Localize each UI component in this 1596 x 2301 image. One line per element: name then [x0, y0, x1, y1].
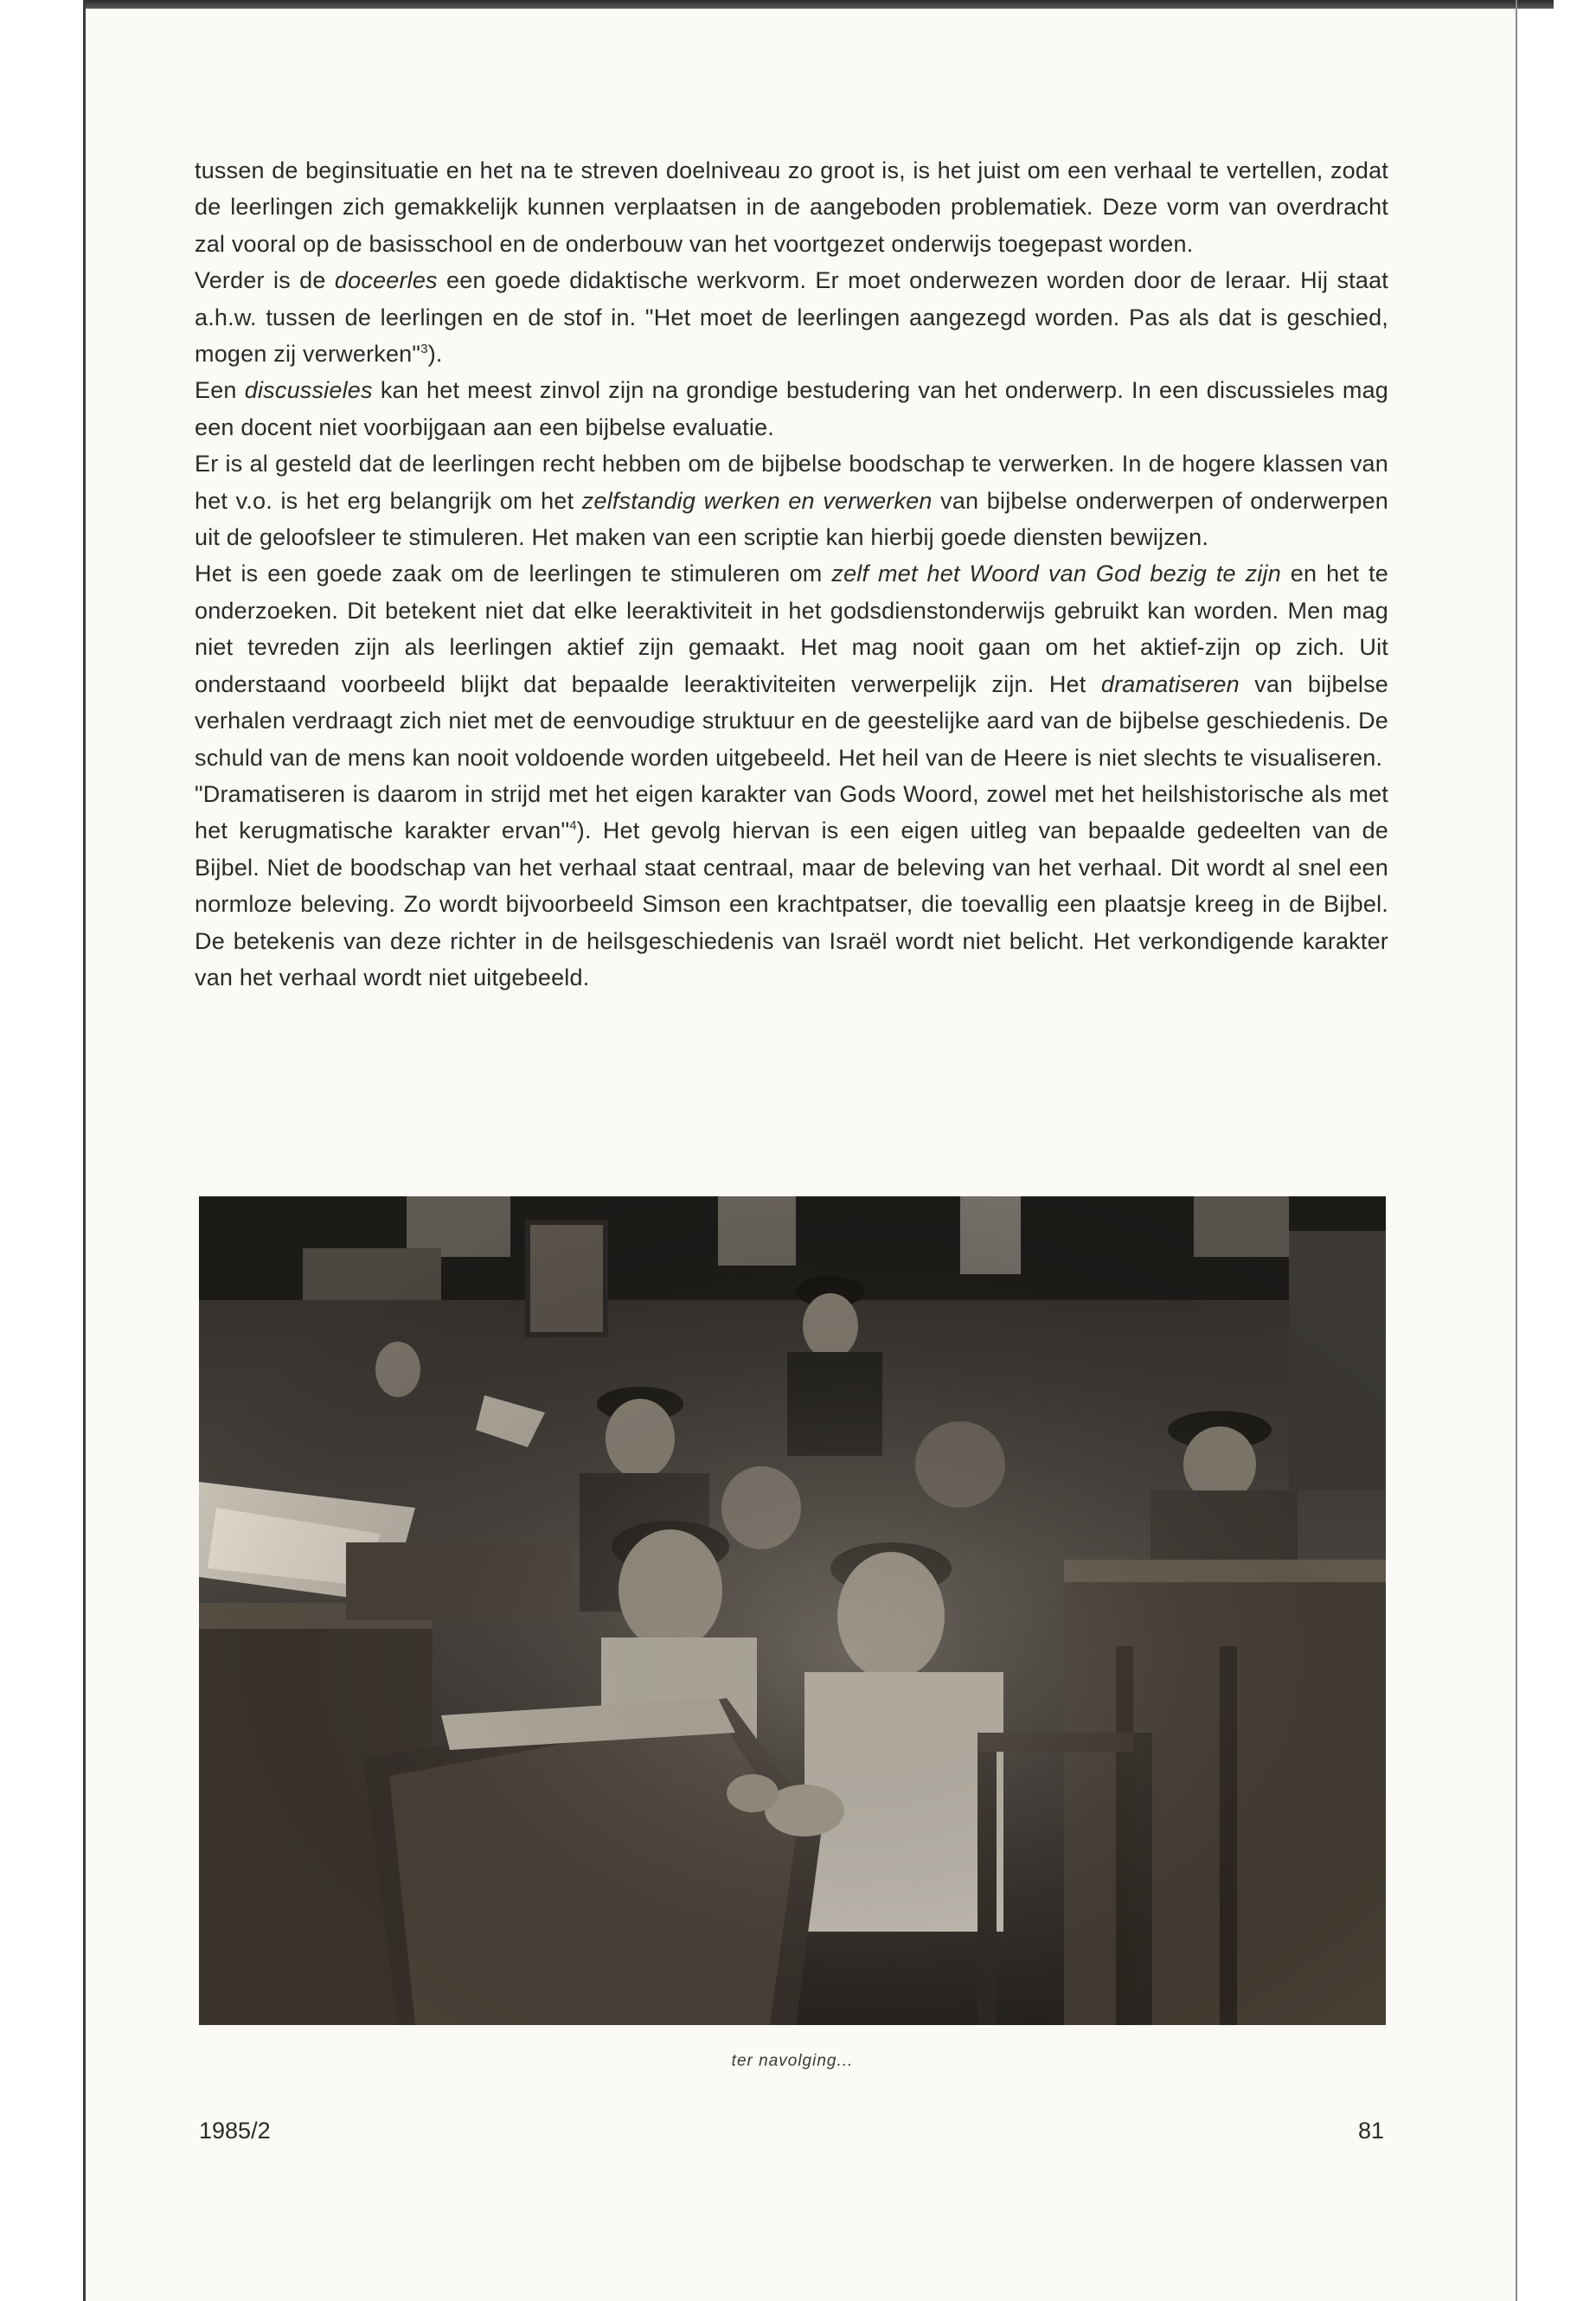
paragraph-2 — [195, 262, 1388, 372]
paragraph-3-text-a: Een — [195, 377, 245, 404]
scan-edge-right — [1516, 0, 1517, 2301]
page-number: 81 — [1357, 2118, 1384, 2144]
article-body — [195, 152, 1388, 996]
photo-illustration — [199, 1196, 1386, 2025]
footnote-ref-3: 3 — [420, 342, 428, 357]
paragraph-2-text-c: ). — [427, 341, 443, 368]
paragraph-6-text-a: "Dramatiseren is daarom in strijd met het eigen karakter van Gods Woord, zowel met het heilshistorische als met het kerugmatische karakter ervan" — [195, 780, 1388, 844]
paragraph-5-text-c: van bijbelse verhalen verdraagt zich niet met de eenvoudige struktuur en de geestelijke aard van de bijbelse geschiedenis. De schuld van de mens kan nooit voldoende worden uitgebeeld. Het heil van de Heere is niet slechts te visualiseren. — [195, 670, 1389, 771]
term-dramatiseren: dramatiseren — [1100, 670, 1240, 697]
paragraph-4-text-b: van bijbelse onderwerpen of onderwerpen uit de geloofsleer te stimuleren. Het maken van een scriptie kan hierbij goede diensten bewijzen. — [195, 487, 1388, 551]
photo-study-hall — [199, 1196, 1386, 2025]
footnote-ref-4: 4 — [569, 818, 577, 834]
paragraph-5-text-a: Het is een goede zaak om de leerlingen te stimuleren om — [195, 561, 832, 587]
issue-number: 1985/2 — [199, 2118, 271, 2144]
paragraph-2-text-b: een goede didaktische werkvorm. Er moet onderwezen worden door de leraar. Hij staat a.h.w. tussen de leerlingen en de stof in. "Het moet de leerlingen aangezegd worden. Pas als dat is geschied, mogen zij verwerken" — [195, 267, 1388, 368]
term-discussieles: discussieles — [244, 377, 373, 404]
scan-edge-top — [83, 0, 1554, 9]
term-doceerles: doceerles — [334, 267, 438, 294]
paragraph-2-text-a: Verder is de — [195, 267, 335, 294]
paragraph-4 — [195, 445, 1388, 555]
photo-caption: ter navolging... — [731, 2052, 854, 2070]
paragraph-1: tussen de beginsituatie en het na te streven doelniveau zo groot is, is het juist om een verhaal te vertellen, zodat de leerlingen zich gemakkelijk kunnen verplaatsen in de aangeboden problematiek. Deze vorm van overdracht zal vooral op de basisschool en de onderbouw van het voortgezet onderwijs toegepast worden. — [195, 157, 1388, 257]
paragraph-6 — [195, 776, 1388, 996]
term-zelf-met-het-woord: zelf met het Woord van God bezig te zijn — [831, 561, 1281, 587]
term-zelfstandig-werken: zelfstandig werken en verwerken — [581, 487, 933, 514]
paragraph-3 — [195, 372, 1388, 445]
paragraph-6-text-b: ). Het gevolg hiervan is een eigen uitleg van bepaalde gedeelten van de Bijbel. Niet de boodschap van het verhaal staat centraal, maar de beleving van het verhaal. Dit wordt al snel een normloze beleving. Zo wordt bijvoorbeeld Simson een krachtpatser, die toevallig een plaatsje kreeg in de Bijbel. De betekenis van deze richter in de heilsgeschiedenis van Israël wordt niet belicht. Het verkondigende karakter van het verhaal wordt niet uitgebeeld. — [195, 817, 1389, 990]
paragraph-5-text-b: en het te onderzoeken. Dit betekent niet dat elke leeraktiviteit in het godsdienstonderwijs gebruikt kan worden. Men mag niet tevreden zijn als leerlingen aktief zijn gemaakt. Het mag nooit gaan om het aktief-zijn op zich. Uit onderstaand voorbeeld blijkt dat bepaalde leeraktiviteiten verwerpelijk zijn. Het — [195, 561, 1388, 697]
paragraph-3-text-b: kan het meest zinvol zijn na grondige bestudering van het onderwerp. In een discussieles mag een docent niet voorbijgaan aan een bijbelse evaluatie. — [195, 377, 1388, 440]
paragraph-5 — [195, 555, 1388, 775]
paragraph-4-text-a: Er is al gesteld dat de leerlingen recht hebben om de bijbelse boodschap te verwerken. In de hogere klassen van het v.o. is het erg belangrijk om het — [195, 451, 1388, 514]
